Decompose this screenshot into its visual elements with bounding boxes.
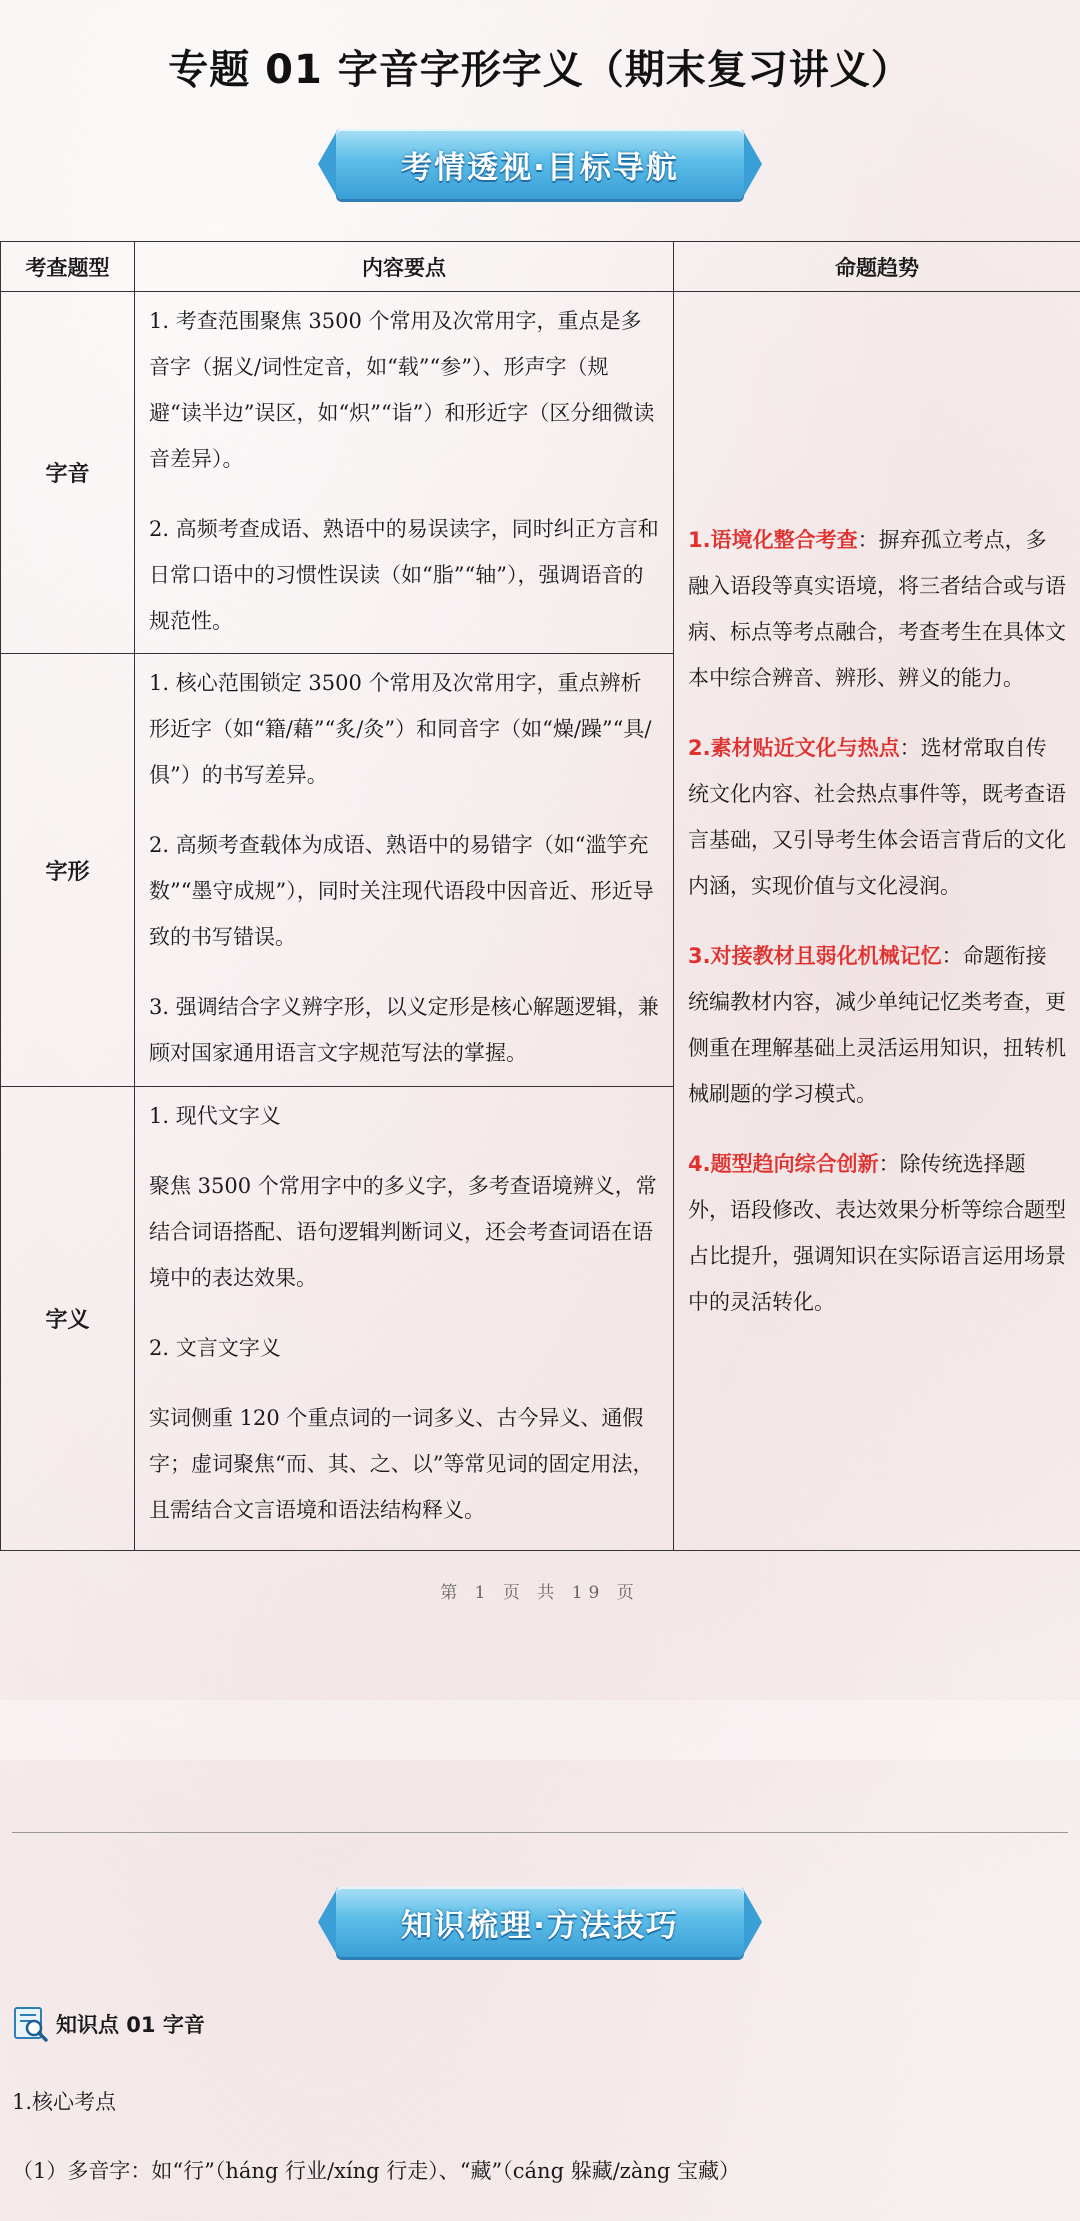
content-point: 聚焦 3500 个常用字中的多义字，多考查语境辨义，常结合词语搭配、语句逻辑判断词义，还会考查词语在语境中的表达效果。 xyxy=(149,1174,657,1290)
trend-number: 1. xyxy=(688,528,711,552)
trend-item xyxy=(688,933,1066,1117)
trend-heading: 素材贴近文化与热点 xyxy=(710,736,900,760)
knowledge-point-header xyxy=(12,2005,205,2043)
trend-item xyxy=(688,1141,1066,1325)
header-content-points: 内容要点 xyxy=(135,242,674,292)
banner-label: 知识梳理·方法技巧 xyxy=(401,1907,679,1944)
content-cell xyxy=(135,1087,674,1551)
content-point: 1. 核心范围锁定 3500 个常用及次常用字，重点辨析形近字（如“籍/藉”“炙/灸”）和同音字（如“燥/躁”“具/俱”）的书写差异。 xyxy=(149,671,652,787)
content-point: 1. 考查范围聚焦 3500 个常用及次常用字，重点是多音字（据义/词性定音，如“载”“参”）、形声字（规避“读半边”误区，如“炽”“诣”）和形近字（区分细微读音差异）。 xyxy=(149,309,655,471)
trend-number: 2. xyxy=(688,736,711,760)
table-row xyxy=(1,292,1080,654)
header-exam-type: 考查题型 xyxy=(1,242,135,292)
row-type-meaning: 字义 xyxy=(1,1087,135,1551)
header-trend: 命题趋势 xyxy=(674,242,1080,292)
trend-text: ：除传统选择题外，语段修改、表达效果分析等综合题型占比提升，强调知识在实际语言运用场景中的灵活转化。 xyxy=(688,1152,1066,1314)
row-type-glyph: 字形 xyxy=(1,654,135,1087)
trend-text: ：命题衔接统编教材内容，减少单纯记忆类考查，更侧重在理解基础上灵活运用知识，扭转机械刷题的学习模式。 xyxy=(688,944,1066,1106)
trend-number: 3. xyxy=(688,944,711,968)
row-type-pronunciation: 字音 xyxy=(1,292,135,654)
knowledge-point-title: 知识点 01 字音 xyxy=(56,2013,205,2037)
section-banner-exam-overview xyxy=(318,117,762,211)
banner-label: 考情透视·目标导航 xyxy=(401,149,679,186)
content-point: 2. 高频考查载体为成语、熟语中的易错字（如“滥竽充数”“墨守成规”），同时关注现代语段中因音近、形近导致的书写错误。 xyxy=(149,833,654,949)
example-line: （1）多音字：如“行”（háng 行业/xíng 行走）、“藏”（cáng 躲藏/zàng 宝藏） xyxy=(12,2159,740,2183)
content-point: 2. 文言文字义 xyxy=(149,1336,281,1360)
page-divider xyxy=(12,1832,1068,1833)
section-banner-knowledge xyxy=(318,1875,762,1969)
trend-text: ：摒弃孤立考点，多融入语段等真实语境，将三者结合或与语病、标点等考点融合，考查考生在具体文本中综合辨音、辨形、辨义的能力。 xyxy=(688,528,1066,690)
content-point: 3. 强调结合字义辨字形，以义定形是核心解题逻辑，兼顾对国家通用语言文字规范写法的掌握。 xyxy=(149,995,659,1065)
magnifier-document-icon xyxy=(12,2005,50,2043)
content-point: 1. 现代文字义 xyxy=(149,1104,281,1128)
trend-heading: 语境化整合考查 xyxy=(710,528,858,552)
section-heading: 1.核心考点 xyxy=(12,2090,117,2114)
trend-item xyxy=(688,517,1066,701)
content-cell xyxy=(135,654,674,1087)
content-point: 实词侧重 120 个重点词的一词多义、古今异义、通假字；虚词聚焦“而、其、之、以”等常见词的固定用法，且需结合文言语境和语法结构释义。 xyxy=(149,1406,654,1522)
table-header-row xyxy=(1,242,1080,292)
page-number-footer: 第 1 页 共 19 页 xyxy=(440,1583,640,1603)
trend-number: 4. xyxy=(688,1152,711,1176)
content-point: 2. 高频考查成语、熟语中的易误读字，同时纠正方言和日常口语中的习惯性误读（如“脂”“轴”），强调语音的规范性。 xyxy=(149,517,659,633)
trend-cell xyxy=(674,292,1080,1551)
content-cell xyxy=(135,292,674,654)
trend-text: ：选材常取自传统文化内容、社会热点事件等，既考查语言基础，又引导考生体会语言背后的文化内涵，实现价值与文化浸润。 xyxy=(688,736,1066,898)
page-gap xyxy=(0,1700,1080,1760)
trend-item xyxy=(688,725,1066,909)
trend-heading: 题型趋向综合创新 xyxy=(710,1152,879,1176)
trend-heading: 对接教材且弱化机械记忆 xyxy=(710,944,942,968)
page-title: 专题 01 字音字形字义（期末复习讲义） xyxy=(168,47,912,93)
exam-analysis-table xyxy=(0,241,1080,1551)
